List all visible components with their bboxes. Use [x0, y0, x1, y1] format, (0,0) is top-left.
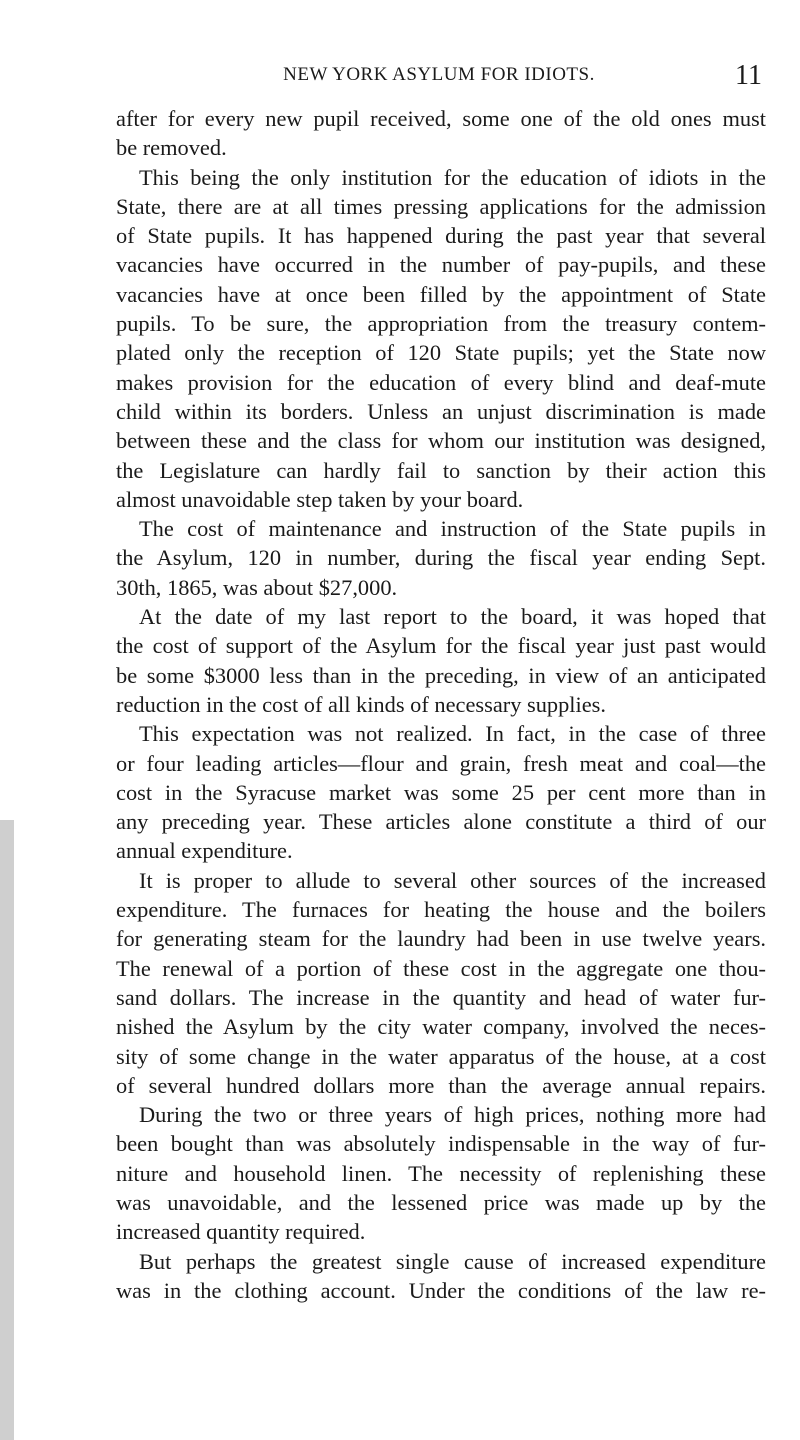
text-line: annual expenditure.: [116, 838, 293, 864]
body-text: [116, 104, 766, 1305]
text-line: makes provision for the education of every blind and deaf-mute: [116, 369, 766, 395]
text-line: This being the only institution for the education of idiots in the: [139, 164, 766, 190]
text-line: increased quantity required.: [116, 1219, 366, 1245]
text-line: of several hundred dollars more than the average annual repairs.: [116, 1072, 766, 1098]
text-line: the Legislature can hardly fail to sanction by their action this: [116, 457, 766, 483]
text-line: sity of some change in the water apparatus of the house, at a cost: [116, 1043, 766, 1069]
text-line: plated only the reception of 120 State pupils; yet the State now: [116, 340, 766, 366]
text-line: be removed.: [116, 135, 227, 161]
page-edge-shadow: [0, 820, 14, 1440]
text-line: child within its borders. Unless an unjust discrimination is made: [116, 398, 766, 424]
text-line: sand dollars. The increase in the quantity and head of water fur-: [116, 984, 766, 1010]
text-line: the cost of support of the Asylum for the fiscal year just past would: [116, 633, 766, 659]
text-line: between these and the class for whom our institution was designed,: [116, 428, 766, 454]
text-line: cost in the Syracuse market was some 25 per cent more than in: [116, 779, 766, 805]
text-line: any preceding year. These articles alone constitute a third of our: [116, 809, 766, 835]
text-line: expenditure. The furnaces for heating the house and the boilers: [116, 897, 766, 923]
text-line: was in the clothing account. Under the conditions of the law re-: [116, 1277, 766, 1303]
text-line: pupils. To be sure, the appropriation from the treasury contem-: [116, 311, 766, 337]
text-line: vacancies have occurred in the number of pay-pupils, and these: [116, 252, 766, 278]
text-line: It is proper to allude to several other sources of the increased: [139, 867, 766, 893]
page-header: [116, 60, 762, 94]
text-line: the Asylum, 120 in number, during the fiscal year ending Sept.: [116, 545, 766, 571]
text-line: reduction in the cost of all kinds of necessary supplies.: [116, 691, 606, 717]
text-line: The renewal of a portion of these cost in the aggregate one thou-: [116, 955, 766, 981]
text-line: vacancies have at once been filled by the appointment of State: [116, 281, 766, 307]
text-line: At the date of my last report to the board, it was hoped that: [139, 604, 766, 630]
text-line: 30th, 1865, was about $27,000.: [116, 574, 398, 600]
page-number: 11: [735, 60, 762, 91]
text-line: been bought than was absolutely indispensable in the way of fur-: [116, 1131, 766, 1157]
text-line: niture and household linen. The necessity of replenishing these: [116, 1160, 766, 1186]
running-head: NEW YORK ASYLUM FOR IDIOTS.: [283, 64, 595, 85]
text-line: This expectation was not realized. In fact, in the case of three: [139, 721, 766, 747]
text-line: But perhaps the greatest single cause of increased expenditure: [139, 1248, 766, 1274]
text-line: of State pupils. It has happened during the past year that several: [116, 223, 766, 249]
text-line: was unavoidable, and the lessened price was made up by the: [116, 1189, 766, 1215]
text-line: almost unavoidable step taken by your board.: [116, 486, 524, 512]
text-line: During the two or three years of high prices, nothing more had: [139, 1102, 766, 1128]
text-line: after for every new pupil received, some one of the old ones must: [116, 106, 766, 131]
text-line: State, there are at all times pressing applications for the admission: [116, 193, 766, 219]
text-line: nished the Asylum by the city water company, involved the neces-: [116, 1014, 766, 1040]
text-line: for generating steam for the laundry had been in use twelve years.: [116, 926, 766, 952]
text-line: be some $3000 less than in the preceding, in view of an anticipated: [116, 662, 766, 688]
text-line: The cost of maintenance and instruction of the State pupils in: [139, 516, 766, 542]
text-line: or four leading articles—flour and grain, fresh meat and coal—the: [116, 750, 766, 776]
